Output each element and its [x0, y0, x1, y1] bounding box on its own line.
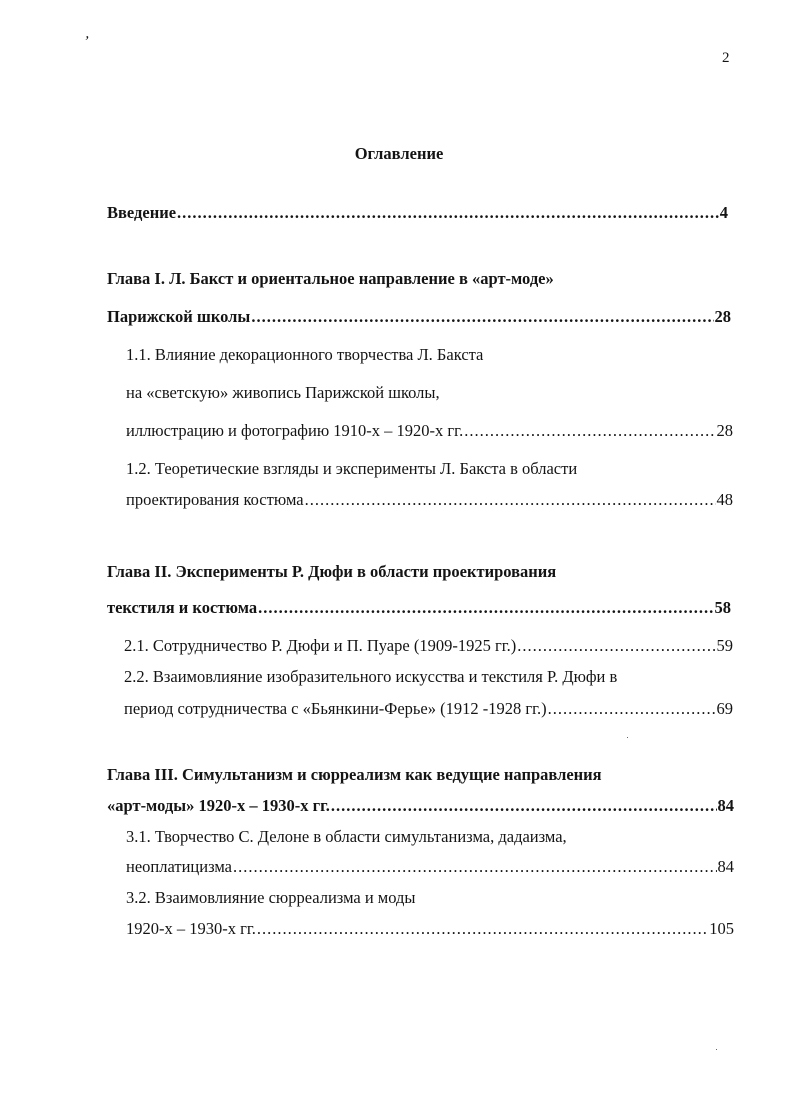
- section-1-1-line-1[interactable]: 1.1. Влияние декорационного творчества Л. Бакста: [126, 345, 484, 364]
- toc-entry-label: 2.1. Сотрудничество Р. Дюфи и П. Пуаре (1909-1925 гг.): [124, 636, 517, 655]
- section-2-2-line-1[interactable]: 2.2. Взаимовлияние изобразительного искусства и текстиля Р. Дюфи в: [124, 667, 618, 686]
- toc-page-number: 84: [717, 796, 734, 815]
- toc-page-number: 84: [717, 857, 734, 876]
- toc-entry-section-3-2[interactable]: [126, 919, 734, 939]
- toc-page-number: 59: [716, 636, 733, 655]
- toc-page-number: 58: [714, 598, 731, 617]
- toc-entry-label: «арт-моды» 1920-х – 1930-х гг.: [107, 796, 330, 815]
- toc-entry-section-2-2[interactable]: [124, 699, 733, 719]
- leader-dots: [305, 490, 716, 510]
- toc-entry-label: Введение: [107, 203, 177, 222]
- chapter-3-heading-line-1[interactable]: Глава III. Симультанизм и сюрреализм как ведущие направления: [107, 765, 602, 784]
- leader-dots: [258, 598, 713, 618]
- scan-speck: [627, 737, 628, 738]
- toc-entry-chapter-1[interactable]: [107, 307, 731, 327]
- toc-entry-chapter-3[interactable]: [107, 796, 734, 816]
- section-3-1-line-1[interactable]: 3.1. Творчество С. Делоне в области симультанизма, дадаизма,: [126, 827, 567, 846]
- toc-entry-section-1-1[interactable]: [126, 421, 733, 441]
- leader-dots: [251, 307, 713, 327]
- section-1-1-line-2[interactable]: на «светскую» живопись Парижской школы,: [126, 383, 440, 402]
- toc-entry-label: неоплатицизма: [126, 857, 233, 876]
- toc-entry-intro[interactable]: [107, 203, 728, 223]
- toc-entry-label: Парижской школы: [107, 307, 251, 326]
- toc-entry-section-1-2[interactable]: [126, 490, 733, 510]
- toc-entry-section-3-1[interactable]: [126, 857, 734, 877]
- toc-entry-chapter-2[interactable]: [107, 598, 731, 618]
- toc-entry-label: 1920-х – 1930-х гг.: [126, 919, 256, 938]
- scan-mark: ʼ: [82, 33, 91, 51]
- chapter-1-heading-line-1[interactable]: Глава I. Л. Бакст и ориентальное направление в «арт-моде»: [107, 269, 554, 288]
- chapter-2-heading-line-1[interactable]: Глава II. Эксперименты Р. Дюфи в области проектирования: [107, 562, 557, 581]
- leader-dots: [233, 857, 716, 877]
- leader-dots: [548, 699, 716, 719]
- page-number: 2: [722, 50, 730, 66]
- section-3-2-line-1[interactable]: 3.2. Взаимовлияние сюрреализма и моды: [126, 888, 416, 907]
- toc-page-number: 28: [714, 307, 731, 326]
- toc-page-number: 69: [716, 699, 733, 718]
- scan-speck: [716, 1049, 717, 1050]
- leader-dots: [177, 203, 719, 223]
- section-1-2-line-1[interactable]: 1.2. Теоретические взгляды и эксперименты Л. Бакста в области: [126, 459, 578, 478]
- toc-page-number: 105: [709, 919, 734, 938]
- leader-dots: [257, 919, 708, 939]
- toc-title: Оглавление: [354, 144, 444, 163]
- toc-entry-label: иллюстрацию и фотографию 1910-х – 1920-х гг.: [126, 421, 464, 440]
- toc-entry-label: текстиля и костюма: [107, 598, 258, 617]
- toc-page-number: 4: [719, 203, 728, 222]
- leader-dots: [331, 796, 717, 816]
- toc-page-number: 28: [716, 421, 733, 440]
- toc-entry-label: проектирования костюма: [126, 490, 304, 509]
- leader-dots: [464, 421, 715, 441]
- toc-entry-section-2-1[interactable]: [124, 636, 733, 656]
- leader-dots: [517, 636, 715, 656]
- toc-page-number: 48: [716, 490, 733, 509]
- toc-entry-label: период сотрудничества с «Бьянкини-Ферье» (1912 -1928 гг.): [124, 699, 547, 718]
